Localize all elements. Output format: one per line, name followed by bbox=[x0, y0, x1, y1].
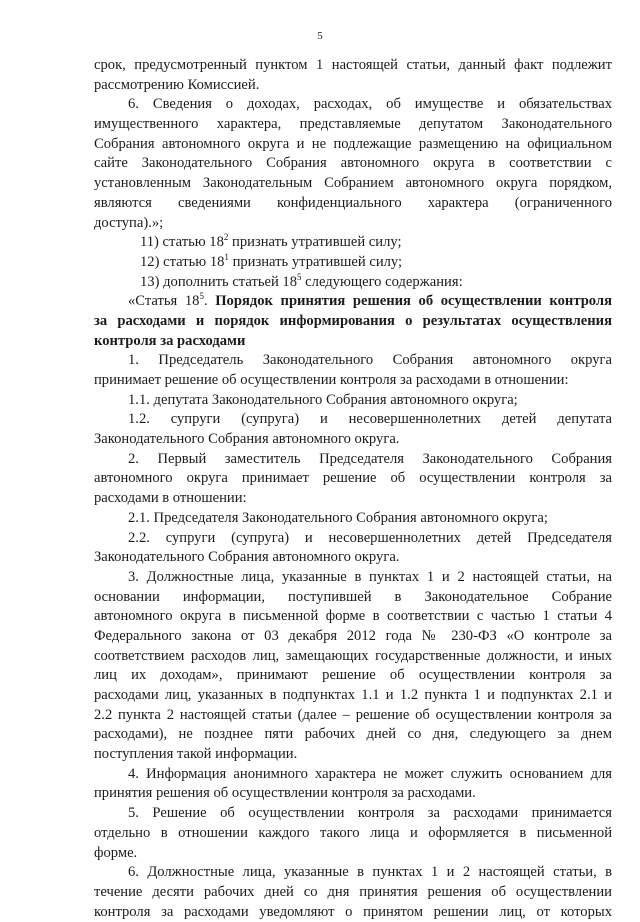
text-line: доступа).»; bbox=[94, 214, 164, 231]
text-line: расходами), не позднее пяти рабочих дней со дня, следующего за днем bbox=[94, 726, 612, 743]
subpoint-2-2: 2.2. супруги (супруга) и несовершеннолетних детей Председателя bbox=[128, 529, 612, 546]
text-fragment: 11) статью 18 bbox=[140, 234, 224, 251]
text-line: автономного округа в письменной форме в соответствии с частью 1 статьи 4 bbox=[94, 608, 612, 625]
point-1-line: 1. Председатель Законодательного Собрания автономного округа bbox=[128, 352, 612, 369]
article-heading bbox=[94, 292, 612, 312]
text-line: форме. bbox=[94, 844, 138, 861]
subpoint-1-2: 1.2. супруги (супруга) и несовершеннолетних детей депутата bbox=[128, 411, 612, 428]
point-4-line: 4. Информация анонимного характера не может служить основанием для bbox=[128, 765, 612, 782]
text-fragment: признать утратившей силу; bbox=[228, 234, 402, 251]
point-6-line: 6. Должностные лица, указанные в пунктах 1 и 2 настоящей статьи, в bbox=[128, 864, 612, 881]
text-line: имущественного характера, представляемые депутатом Законодательного bbox=[94, 116, 612, 133]
text-line: сайте Законодательного Собрания автономного округа в соответствии с bbox=[94, 155, 612, 172]
text-line: являются сведениями конфиденциального характера (ограниченного bbox=[94, 194, 612, 211]
text-line: лиц их доходам», принимают решение об осуществлении контроля за bbox=[94, 667, 612, 684]
text-fragment: . bbox=[203, 293, 216, 310]
text-line: 2.2 пункта 2 настоящей статьи (далее – решение об осуществлении контроля за bbox=[94, 706, 612, 723]
text-line: Законодательного Собрания автономного округа. bbox=[94, 549, 400, 566]
text-line: поступления такой информации. bbox=[94, 746, 298, 763]
point-2-line: 2. Первый заместитель Председателя Законодательного Собрания bbox=[128, 450, 612, 467]
point-3-line: 3. Должностные лица, указанные в пунктах 1 и 2 настоящей статьи, на bbox=[128, 568, 612, 585]
text-fragment: 12) статью 18 bbox=[140, 253, 225, 270]
text-line: расходами лиц, указанных в подпунктах 1.1 и 1.2 пункта 1 и подпунктах 2.1 и bbox=[94, 687, 612, 703]
text-line: Собрания автономного округа и не подлежащие размещению на официальном bbox=[94, 135, 612, 152]
text-line: рассмотрению Комиссией. bbox=[94, 76, 260, 93]
page-number: 5 bbox=[317, 30, 323, 42]
text-line: принятия решения об осуществлении контроля за расходами. bbox=[94, 785, 476, 802]
document-body bbox=[94, 56, 612, 922]
article-title-line: контроля за расходами bbox=[94, 332, 246, 349]
text-line: контроля за расходами уведомляют о принятом решении лиц, от которых bbox=[94, 903, 612, 920]
text-fragment: «Статья 18 bbox=[128, 293, 200, 310]
subpoint-1-1: 1.1. депутата Законодательного Собрания автономного округа; bbox=[128, 391, 518, 408]
text-line: Законодательного Собрания автономного округа. bbox=[94, 431, 400, 448]
amendment-item-13 bbox=[94, 273, 612, 293]
text-line: принимает решение об осуществлении контроля за расходами в отношении: bbox=[94, 372, 569, 388]
text-line: течение десяти рабочих дней со дня принятия решения об осуществлении bbox=[94, 883, 612, 900]
text-fragment: 13) дополнить статьей 18 bbox=[140, 273, 298, 290]
subpoint-2-1: 2.1. Председателя Законодательного Собрания автономного округа; bbox=[128, 509, 548, 526]
article-title: Порядок принятия решения об осуществлении контроля bbox=[215, 293, 612, 310]
point-5-line: 5. Решение об осуществлении контроля за расходами принимается bbox=[128, 805, 612, 822]
text-fragment: признать утратившей силу; bbox=[228, 253, 403, 270]
text-line: автономного округа принимает решение об осуществлении контроля за bbox=[94, 470, 612, 487]
text-line: отдельно в отношении каждого такого лица и оформляется в письменной bbox=[94, 824, 612, 841]
superscript: 2 bbox=[223, 233, 229, 243]
text-line: соответствием расходов лиц, замещающих государственные должности, и иных bbox=[94, 647, 612, 664]
superscript: 5 bbox=[199, 292, 204, 302]
article-title-line: за расходами и порядок информирования о результатах осуществления bbox=[94, 312, 612, 329]
text-fragment: следующего содержания: bbox=[301, 273, 463, 290]
text-line: срок, предусмотренный пунктом 1 настоящей статьи, данный факт подлежит bbox=[94, 57, 612, 73]
superscript: 1 bbox=[224, 252, 229, 262]
text-line: установленным Законодательным Собранием автономного округа порядком, bbox=[94, 175, 612, 192]
amendment-item-11 bbox=[94, 233, 612, 253]
text-line: расходами в отношении: bbox=[94, 490, 247, 507]
paragraph-6-line: 6. Сведения о доходах, расходах, об имуществе и обязательствах bbox=[128, 96, 612, 113]
amendment-item-12 bbox=[94, 253, 612, 273]
superscript: 5 bbox=[297, 272, 302, 282]
text-line: основании информации, поступившей в Законодательное Собрание bbox=[94, 588, 612, 605]
text-line: Федерального закона от 03 декабря 2012 года № 230-ФЗ «О контроле за bbox=[94, 627, 612, 644]
